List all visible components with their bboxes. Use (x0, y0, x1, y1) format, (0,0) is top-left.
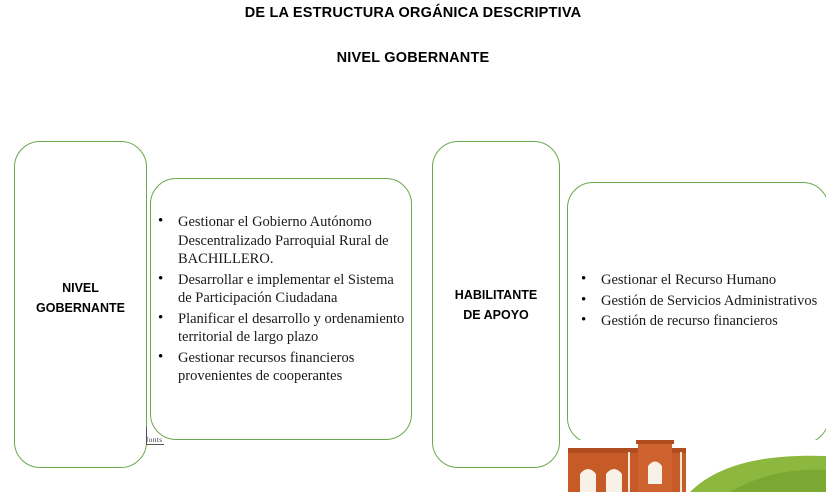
page-subtitle: NIVEL GOBERNANTE (336, 50, 490, 66)
list-item: • Gestión de Servicios Administrativos (579, 292, 819, 311)
funciones-gobernante-list (156, 213, 406, 388)
page-title: DE LA ESTRUCTURA ORGÁNICA DESCRIPTIVA (244, 5, 582, 21)
list-item: • Gestionar recursos financieros provenientes de cooperantes (156, 349, 406, 386)
list-item: • Gestión de recurso financieros (579, 312, 819, 331)
habilitante-apoyo-label-line2: DE APOYO (463, 308, 529, 322)
list-item: • Planificar el desarrollo y ordenamiento territorial de largo plazo (156, 310, 406, 347)
nivel-gobernante-label (14, 278, 147, 318)
habilitante-apoyo-label-line1: HABILITANTE (454, 288, 538, 302)
nivel-gobernante-label-line1: NIVEL (62, 281, 99, 295)
decorative-footer-image (560, 440, 826, 492)
nivel-gobernante-label-line2: GOBERNANTE (36, 301, 125, 315)
list-item: • Desarrollar e implementar el Sistema de Participación Ciudadana (156, 271, 406, 308)
funciones-apoyo-list (579, 271, 819, 333)
stray-text-artifact: fonts (146, 436, 163, 444)
list-item: • Gestionar el Gobierno Autónomo Descentralizado Parroquial Rural de BACHILLERO. (156, 213, 406, 269)
list-item: • Gestionar el Recurso Humano (579, 271, 819, 290)
habilitante-apoyo-label (432, 285, 560, 325)
decorative-illustration (560, 440, 826, 492)
